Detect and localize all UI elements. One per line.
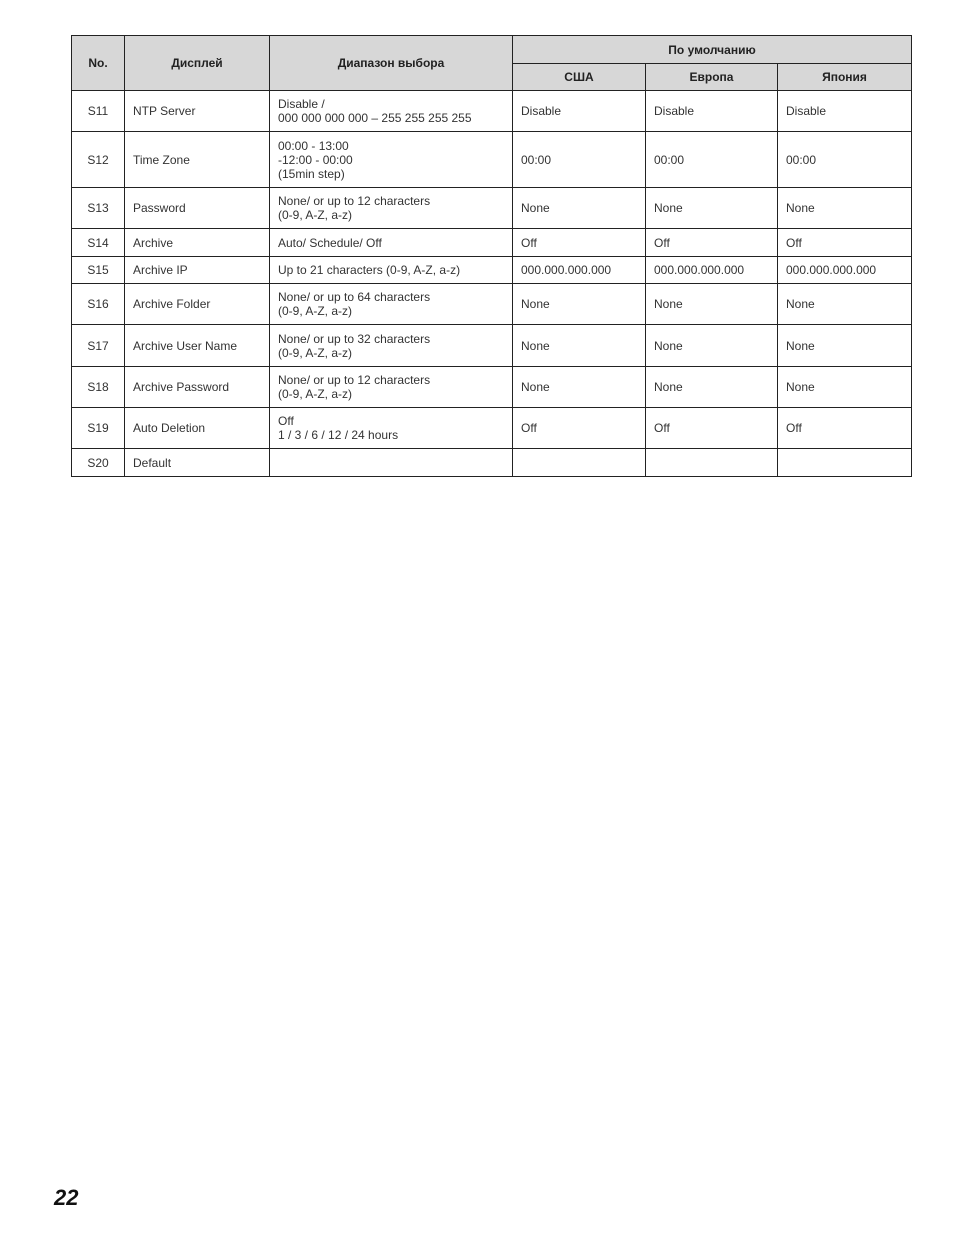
range-line: None/ or up to 64 characters: [278, 290, 431, 304]
row-default-usa: 000.000.000.000: [513, 257, 646, 284]
header-usa: США: [513, 64, 646, 91]
table-row: [72, 229, 912, 257]
row-display: Time Zone: [125, 132, 270, 188]
row-default-europe: [646, 449, 778, 477]
range-line: 000 000 000 000 – 255 255 255 255: [278, 111, 472, 125]
row-display: NTP Server: [125, 91, 270, 132]
row-no: S20: [72, 449, 125, 477]
table-row: [72, 132, 912, 188]
range-line: 1 / 3 / 6 / 12 / 24 hours: [278, 428, 399, 442]
row-default-europe: Disable: [646, 91, 778, 132]
row-default-usa: [513, 449, 646, 477]
range-line: Off: [278, 414, 294, 428]
row-no: S18: [72, 367, 125, 408]
settings-table: [71, 35, 912, 477]
row-default-japan: Off: [778, 229, 912, 257]
row-default-usa: None: [513, 284, 646, 325]
row-default-japan: Off: [778, 408, 912, 449]
row-default-usa: None: [513, 367, 646, 408]
range-line: (0-9, A-Z, a-z): [278, 304, 353, 318]
row-default-japan: 000.000.000.000: [778, 257, 912, 284]
header-display: Дисплей: [125, 36, 270, 91]
range-line: (15min step): [278, 166, 345, 181]
row-display: Default: [125, 449, 270, 477]
header-japan: Япония: [778, 64, 912, 91]
row-default-japan: 00:00: [778, 132, 912, 188]
row-range: [270, 91, 513, 132]
row-default-europe: None: [646, 367, 778, 408]
row-default-europe: 000.000.000.000: [646, 257, 778, 284]
row-display: Archive IP: [125, 257, 270, 284]
row-display: Archive User Name: [125, 325, 270, 367]
range-line: Disable /: [278, 97, 325, 111]
row-range: [270, 132, 513, 188]
row-default-usa: Disable: [513, 91, 646, 132]
table-header: [72, 36, 912, 91]
row-display: Archive: [125, 229, 270, 257]
range-line: (0-9, A-Z, a-z): [278, 208, 353, 222]
header-no: No.: [72, 36, 125, 91]
range-line: -12:00 - 00:00: [278, 152, 353, 167]
range-line: None/ or up to 12 characters: [278, 194, 431, 208]
row-no: S12: [72, 132, 125, 188]
row-default-japan: Disable: [778, 91, 912, 132]
row-no: S17: [72, 325, 125, 367]
row-range: [270, 408, 513, 449]
header-default: По умолчанию: [513, 36, 912, 64]
header-europe: Европа: [646, 64, 778, 91]
row-default-europe: 00:00: [646, 132, 778, 188]
table-row: [72, 408, 912, 449]
header-row-top: [72, 36, 912, 64]
range-line: 00:00 - 13:00: [278, 138, 349, 153]
table-row: [72, 188, 912, 229]
range-line: Auto/ Schedule/ Off: [278, 235, 382, 250]
row-default-europe: Off: [646, 408, 778, 449]
page-number: 22: [54, 1185, 79, 1210]
row-default-japan: None: [778, 188, 912, 229]
row-default-japan: [778, 449, 912, 477]
range-line: (0-9, A-Z, a-z): [278, 345, 353, 360]
table-row: [72, 325, 912, 367]
header-range: Диапазон выбора: [270, 36, 513, 91]
row-range: [270, 367, 513, 408]
range-line: None/ or up to 12 characters: [278, 373, 431, 387]
table-row: [72, 284, 912, 325]
row-no: S14: [72, 229, 125, 257]
table-row: [72, 91, 912, 132]
table-body: [72, 91, 912, 477]
row-default-japan: None: [778, 284, 912, 325]
row-no: S16: [72, 284, 125, 325]
row-display: Archive Password: [125, 367, 270, 408]
row-range: [270, 229, 513, 257]
row-no: S11: [72, 91, 125, 132]
range-line: None/ or up to 32 characters: [278, 331, 431, 346]
row-display: Password: [125, 188, 270, 229]
row-default-usa: None: [513, 188, 646, 229]
range-line: Up to 21 characters (0-9, A-Z, a-z): [278, 263, 461, 277]
row-range: [270, 257, 513, 284]
range-line: (0-9, A-Z, a-z): [278, 387, 353, 401]
row-default-europe: None: [646, 284, 778, 325]
row-range: [270, 188, 513, 229]
table-row: [72, 367, 912, 408]
row-default-usa: Off: [513, 229, 646, 257]
table-row: [72, 257, 912, 284]
row-range: [270, 284, 513, 325]
row-default-europe: None: [646, 188, 778, 229]
row-default-usa: None: [513, 325, 646, 367]
row-range: [270, 449, 513, 477]
row-default-europe: Off: [646, 229, 778, 257]
row-range: [270, 325, 513, 367]
row-no: S13: [72, 188, 125, 229]
row-default-japan: None: [778, 367, 912, 408]
table-row: [72, 449, 912, 477]
row-default-europe: None: [646, 325, 778, 367]
row-default-japan: None: [778, 325, 912, 367]
row-no: S15: [72, 257, 125, 284]
row-default-usa: 00:00: [513, 132, 646, 188]
row-no: S19: [72, 408, 125, 449]
row-default-usa: Off: [513, 408, 646, 449]
row-display: Archive Folder: [125, 284, 270, 325]
row-display: Auto Deletion: [125, 408, 270, 449]
